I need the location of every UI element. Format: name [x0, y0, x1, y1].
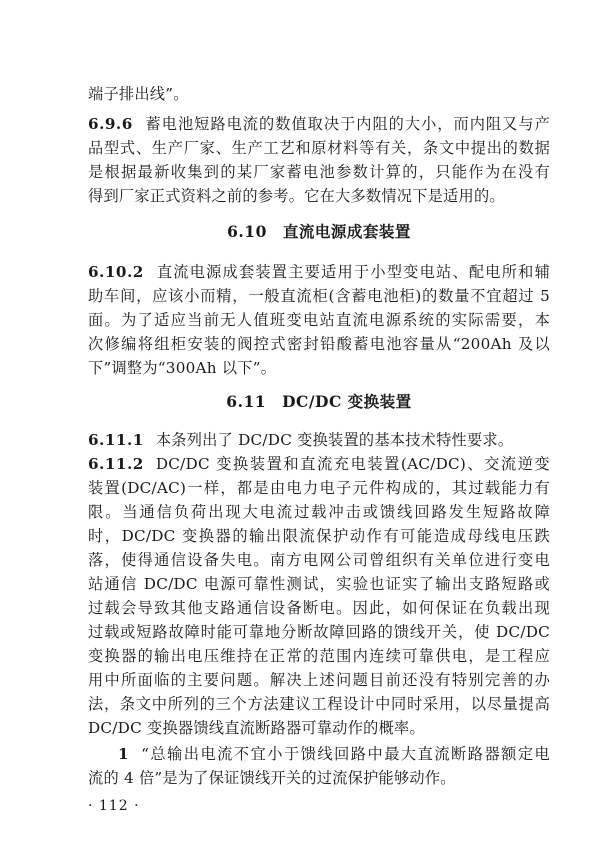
clause-6-10-2-line-4: 次修编将组柜安装的阀控式密封铅酸蓄电池容量从“200Ah 及以: [88, 335, 550, 353]
clause-6-10-2-line-5: 下”调整为“300Ah 以下”。: [88, 359, 277, 377]
clause-number: 6.9.6: [88, 115, 133, 133]
list-item-1-line-2: 流的 4 倍”是为了保证馈线开关的过流保护能够动作。: [88, 769, 456, 787]
clause-text: 蓄电池短路电流的数值取决于内阻的大小，而内阻又与产: [144, 115, 550, 133]
list-item-1-line-1: [88, 744, 550, 764]
page-number: · 112 ·: [88, 798, 140, 814]
continuation-text: 端子排出线”。: [88, 85, 189, 103]
list-item-text: “总输出电流不宜小于馈线回路中最大直流断路器额定电: [141, 745, 550, 763]
list-item-number: 1: [118, 745, 130, 763]
clause-6-11-2-line-2: 装置(DC/AC)一样，都是由电力电子元件构成的，其过载能力有: [88, 479, 550, 497]
clause-6-9-6-line-2: 品型式、生产厂家、生产工艺和原材料等有关，条文中提出的数据: [88, 139, 550, 157]
clause-number: 6.11.1: [88, 431, 144, 449]
clause-6-10-2-line-2: 助车间，应该小而精，一般直流柜(含蓄电池柜)的数量不宜超过 5: [88, 287, 550, 305]
section-number: 6.10: [227, 222, 267, 241]
clause-number: 6.11.2: [88, 455, 144, 473]
clause-6-11-2-line-7: 过载会导致其他支路通信设备断电。因此，如何保证在负载出现: [88, 599, 550, 617]
clause-6-11-2-line-12: DC/DC 变换器馈线直流断路器可靠动作的概率。: [88, 719, 425, 737]
clause-6-11-2-line-5: 落，使得通信设备失电。南方电网公司曾组织有关单位进行变电: [88, 551, 550, 569]
section-number: 6.11: [226, 392, 267, 411]
clause-6-11-2-line-1: [88, 454, 550, 474]
clause-6-10-2-line-1: [88, 262, 550, 282]
clause-6-9-6-line-3: 是根据最新收集到的某厂家蓄电池参数计算的，只能作为在没有: [88, 163, 550, 181]
section-heading-6-11: [88, 392, 550, 412]
clause-6-11-1-line-1: [88, 430, 550, 450]
section-title: 直流电源成套装置: [282, 222, 411, 241]
section-heading-6-10: [88, 222, 550, 242]
clause-6-11-2-line-4: 时，DC/DC 变换器的输出限流保护动作有可能造成母线电压跌: [88, 527, 550, 545]
clause-6-11-2-line-11: 法，条文中所列的三个方法建议工程设计中同时采用，以尽量提高: [88, 695, 550, 713]
clause-6-9-6-line-4: 得到厂家正式资料之前的参考。它在大多数情况下是适用的。: [88, 187, 505, 205]
clause-6-11-2-line-10: 用中所面临的主要问题。解决上述问题目前还没有特别完善的办: [88, 671, 550, 689]
paragraph-continuation: [88, 84, 550, 104]
clause-6-11-2-line-3: 限。当通信负荷出现大电流过载冲击或馈线回路发生短路故障: [88, 503, 550, 521]
clause-6-9-6-line-1: [88, 114, 550, 134]
section-title: DC/DC 变换装置: [282, 392, 412, 411]
clause-6-11-2-line-6: 站通信 DC/DC 电源可靠性测试，实验也证实了输出支路短路或: [88, 575, 550, 593]
clause-text: 本条列出了 DC/DC 变换装置的基本技术特性要求。: [155, 431, 514, 449]
clause-number: 6.10.2: [88, 263, 144, 281]
clause-6-11-2-line-8: 过载或短路故障时能可靠地分断故障回路的馈线开关，使 DC/DC: [88, 623, 550, 641]
clause-6-11-2-line-9: 变换器的输出电压维持在正常的范围内连续可靠供电，是工程应: [88, 647, 550, 665]
clause-text: 直流电源成套装置主要适用于小型变电站、配电所和辅: [155, 263, 550, 281]
clause-6-10-2-line-3: 面。为了适应当前无人值班变电站直流电源系统的实际需要，本: [88, 311, 550, 329]
clause-text: DC/DC 变换装置和直流充电装置(AC/DC)、交流逆变: [155, 455, 550, 473]
